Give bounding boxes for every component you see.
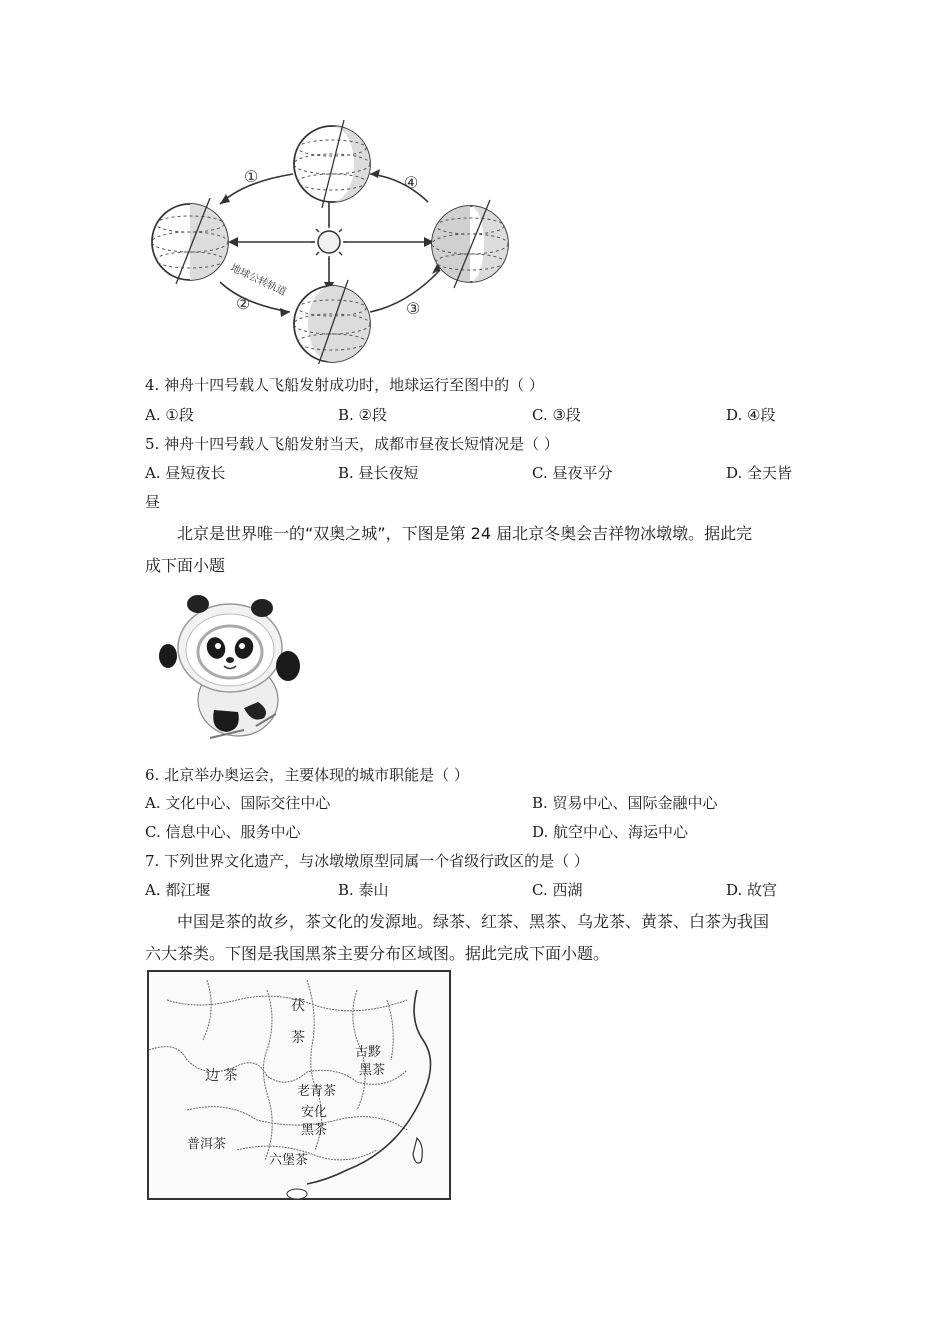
orbit-arc-3	[370, 270, 440, 312]
sun-icon	[311, 224, 347, 260]
olympics-intro-line2: 成下面小题	[145, 556, 226, 575]
q4-option-b[interactable]: B. ②段	[338, 406, 388, 424]
orbit-caption: 地球公转轨道	[228, 262, 288, 299]
map-label-gui-1: 古黟	[355, 1045, 382, 1060]
map-label-laoqing: 老青茶	[297, 1084, 337, 1099]
q4-option-a[interactable]: A. ①段	[145, 406, 194, 424]
q7-option-c[interactable]: C. 西湖	[532, 881, 583, 899]
q6-option-a[interactable]: A. 文化中心、国际交往中心	[145, 794, 331, 812]
q7-option-d[interactable]: D. 故宫	[726, 881, 778, 899]
olympics-intro-line1: 北京是世界唯一的“双奥之城”，下图是第 24 届北京冬奥会吉祥物冰墩墩。据此完	[177, 524, 753, 543]
q7-stem: 7. 下列世界文化遗产，与冰墩墩原型同属一个省级行政区的是（ ）	[145, 852, 589, 870]
earth-orbit-figure	[148, 112, 538, 364]
q5-option-d[interactable]: D. 全天皆	[726, 464, 793, 482]
map-label-anhua-2: 黑茶	[301, 1123, 328, 1138]
mascot-icon	[152, 590, 312, 750]
map-label-gui-2: 黑茶	[359, 1063, 386, 1078]
tea-distribution-map	[147, 970, 451, 1200]
q5-option-a[interactable]: A. 昼短夜长	[145, 464, 226, 482]
q6-option-c[interactable]: C. 信息中心、服务中心	[145, 823, 301, 841]
q5-stem: 5. 神舟十四号载人飞船发射当天，成都市昼夜长短情况是（ ）	[145, 435, 559, 453]
q4-stem: 4. 神舟十四号载人飞船发射成功时，地球运行至图中的（ ）	[145, 376, 544, 394]
segment-label-1: ①	[244, 167, 259, 186]
earth-orbit-diagram	[148, 112, 538, 364]
map-label-anhua-1: 安化	[301, 1105, 328, 1120]
map-label-bian: 边 茶	[205, 1068, 238, 1084]
q5-option-d-wrap: 昼	[145, 493, 161, 511]
globe-right-icon	[432, 200, 508, 288]
map-label-puer: 普洱茶	[187, 1137, 227, 1152]
orbit-arc-4	[370, 174, 428, 202]
q4-option-d[interactable]: D. ④段	[726, 406, 776, 424]
segment-label-3: ③	[406, 299, 421, 318]
mascot-image	[152, 590, 312, 750]
segment-label-4: ④	[404, 173, 419, 192]
tea-intro-line2: 六大茶类。下图是我国黑茶主要分布区域图。据此完成下面小题。	[145, 944, 610, 963]
q6-option-d[interactable]: D. 航空中心、海运中心	[532, 823, 689, 841]
segment-label-2: ②	[236, 294, 251, 313]
globe-left-icon	[152, 198, 228, 284]
q5-option-b[interactable]: B. 昼长夜短	[338, 464, 419, 482]
map-label-fu-1: 茯	[291, 998, 305, 1014]
q6-option-b[interactable]: B. 贸易中心、国际金融中心	[532, 794, 718, 812]
q5-option-c[interactable]: C. 昼夜平分	[532, 464, 613, 482]
q7-option-b[interactable]: B. 泰山	[338, 881, 389, 899]
q7-option-a[interactable]: A. 都江堰	[145, 881, 211, 899]
q4-option-c[interactable]: C. ③段	[532, 406, 581, 424]
map-label-fu-2: 茶	[291, 1030, 305, 1046]
globe-bottom-icon	[294, 280, 370, 364]
map-label-liubao: 六堡茶	[269, 1153, 309, 1168]
tea-intro-line1: 中国是茶的故乡，茶文化的发源地。绿茶、红茶、黑茶、乌龙茶、黄茶、白茶为我国	[177, 912, 770, 931]
globe-top-icon	[294, 120, 370, 208]
china-map	[147, 970, 451, 1200]
q6-stem: 6. 北京举办奥运会，主要体现的城市职能是（ ）	[145, 766, 469, 784]
